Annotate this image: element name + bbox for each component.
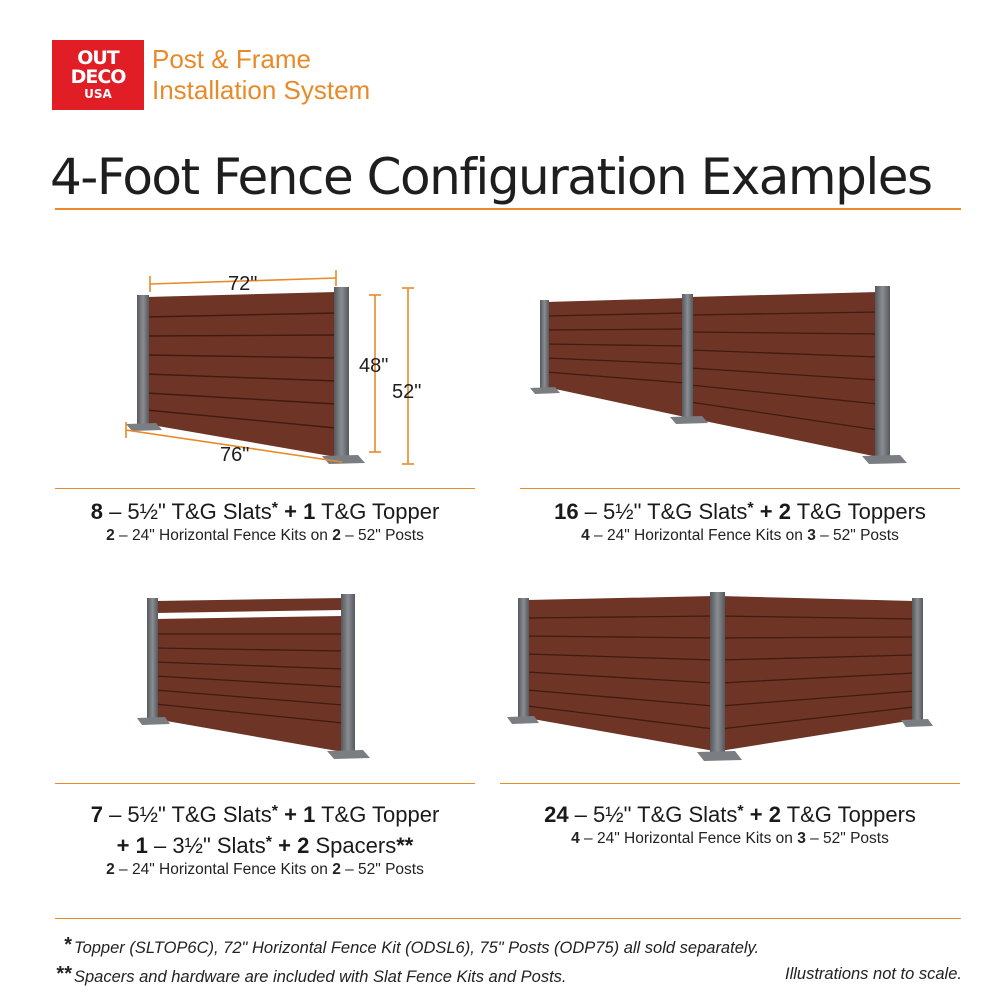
- slats-label: – 5½" T&G Slats: [102, 499, 272, 524]
- posts-label: – 52" Posts: [340, 861, 424, 878]
- section-divider-left-2: [55, 783, 475, 784]
- qty-topper: 2: [778, 499, 791, 524]
- post-left: [137, 295, 149, 425]
- post-left: [518, 598, 529, 719]
- fence-panel: [155, 598, 343, 752]
- kits-label: – 24" Horizontal Fence Kits: [114, 527, 307, 544]
- caption-config-2: [520, 495, 960, 545]
- page-title: 4-Foot Fence Configuration Examples: [50, 148, 932, 206]
- plus-sign: +: [749, 802, 763, 827]
- footnote-2-mark: **: [56, 963, 72, 985]
- footnote-1-mark: *: [64, 934, 72, 956]
- kits-label: – 24" Horizontal Fence Kits: [589, 527, 782, 544]
- section-divider-right-2: [500, 783, 960, 784]
- footnote-mark-double: **: [396, 833, 414, 858]
- footnote-1-text: Topper (SLTOP6C), 72" Horizontal Fence Kit (ODSL6), 75" Posts (ODP75) all sold separately.: [74, 939, 760, 957]
- caption-config-1: [55, 495, 475, 545]
- figure-panel-with-spacer: [135, 592, 375, 772]
- qty-topper: 1: [303, 499, 316, 524]
- caption-main-line: [55, 798, 475, 829]
- qty-kits: 4: [571, 830, 580, 847]
- footnote-1: [50, 932, 759, 961]
- brand-tagline: [152, 44, 370, 106]
- caption-sub-line: [55, 526, 475, 545]
- footnote-2-text: Spacers and hardware are included with Slat Fence Kits and Posts.: [74, 968, 567, 986]
- qty-posts: 3: [807, 527, 816, 544]
- logo-text-usa: USA: [84, 87, 112, 101]
- footnote-mark: *: [271, 803, 279, 820]
- figure-double-panel: [525, 280, 925, 470]
- caption-main-line: [520, 495, 960, 526]
- spacers-label: Spacers: [309, 833, 397, 858]
- section-divider-right: [520, 488, 960, 489]
- on-label: on: [771, 830, 798, 847]
- caption-config-4: [500, 798, 960, 848]
- figure-corner-configuration: [502, 586, 942, 776]
- post-left-base: [137, 717, 170, 725]
- post-middle-base: [670, 416, 708, 424]
- slats-label: – 5½" T&G Slats: [568, 802, 738, 827]
- topper-label: T&G Toppers: [790, 499, 926, 524]
- plus-sign: +: [278, 833, 291, 858]
- qty-narrow-slats: 1: [135, 833, 148, 858]
- fence-panel-right: [720, 596, 914, 751]
- plus-sign: +: [759, 499, 773, 524]
- post-right: [341, 594, 355, 752]
- caption-sub-line: [500, 829, 960, 848]
- dim-label-width-top: 72": [228, 273, 258, 295]
- post-left: [540, 300, 549, 390]
- qty-topper: 2: [768, 802, 781, 827]
- post-left-base: [530, 387, 560, 394]
- qty-slats: 24: [544, 802, 569, 827]
- kits-label: – 24" Horizontal Fence Kits: [579, 830, 772, 847]
- qty-posts: 2: [332, 527, 341, 544]
- post-left-base: [507, 716, 539, 724]
- section-divider-left: [55, 488, 475, 489]
- topper-label: T&G Toppers: [780, 802, 916, 827]
- post-right: [875, 286, 890, 458]
- logo-text-out: OUT: [77, 47, 119, 69]
- posts-label: – 52" Posts: [340, 527, 424, 544]
- qty-slats: 8: [90, 499, 103, 524]
- footnote-mark: *: [747, 500, 754, 517]
- figure-single-panel: [110, 262, 440, 482]
- footnotes: [50, 932, 759, 990]
- scale-note: Illustrations not to scale.: [784, 965, 962, 983]
- slats-label: – 5½" T&G Slats: [102, 802, 272, 827]
- topper-label: T&G Topper: [315, 802, 440, 827]
- posts-label: – 52" Posts: [815, 527, 899, 544]
- caption-main-line: [55, 495, 475, 526]
- qty-kits: 2: [106, 861, 115, 878]
- on-label: on: [306, 527, 333, 544]
- on-label: on: [306, 861, 333, 878]
- brand-line-2: Installation System: [152, 75, 371, 105]
- dim-label-panel-height: 48": [359, 355, 389, 377]
- qty-slats: 16: [554, 499, 579, 524]
- post-left: [147, 598, 158, 720]
- posts-label: – 52" Posts: [805, 830, 889, 847]
- on-label: on: [781, 527, 808, 544]
- footer-divider: [55, 918, 961, 919]
- post-corner-base: [697, 751, 742, 761]
- dim-label-width-bottom: 76": [220, 444, 250, 466]
- kits-label: – 24" Horizontal Fence Kits: [114, 861, 307, 878]
- qty-posts: 2: [332, 861, 341, 878]
- narrow-slats-label: – 3½" Slats: [147, 833, 266, 858]
- plus-sign: +: [284, 802, 297, 827]
- slats-label: – 5½" T&G Slats: [578, 499, 748, 524]
- post-left-base: [126, 423, 162, 431]
- qty-spacers: 2: [297, 833, 310, 858]
- post-right: [334, 287, 349, 457]
- post-right: [912, 598, 923, 722]
- footnote-2: [50, 961, 759, 990]
- post-middle: [682, 294, 693, 419]
- plus-sign: +: [284, 499, 297, 524]
- caption-sub-line: [55, 860, 475, 879]
- caption-config-3: [55, 798, 475, 879]
- outdeco-logo: [52, 40, 144, 110]
- qty-topper: 1: [303, 802, 316, 827]
- caption-main-line: [500, 798, 960, 829]
- caption-main-line-2: [55, 829, 475, 860]
- brand-line-1: Post & Frame: [152, 44, 311, 74]
- qty-kits: 2: [106, 527, 115, 544]
- post-right-base: [862, 455, 907, 464]
- footnote-mark: *: [737, 803, 744, 820]
- qty-posts: 3: [797, 830, 806, 847]
- dim-label-post-height: 52": [392, 381, 422, 403]
- post-right-base: [327, 750, 370, 759]
- footnote-mark: *: [271, 500, 279, 517]
- logo-text-deco: DECO: [70, 66, 126, 88]
- footnote-mark: *: [265, 834, 273, 851]
- caption-sub-line: [520, 526, 960, 545]
- qty-slats: 7: [90, 802, 103, 827]
- title-divider: [55, 208, 961, 210]
- plus-sign: +: [116, 833, 130, 858]
- post-corner: [710, 592, 725, 754]
- topper-label: T&G Topper: [315, 499, 440, 524]
- qty-kits: 4: [581, 527, 590, 544]
- post-right-base: [901, 719, 933, 727]
